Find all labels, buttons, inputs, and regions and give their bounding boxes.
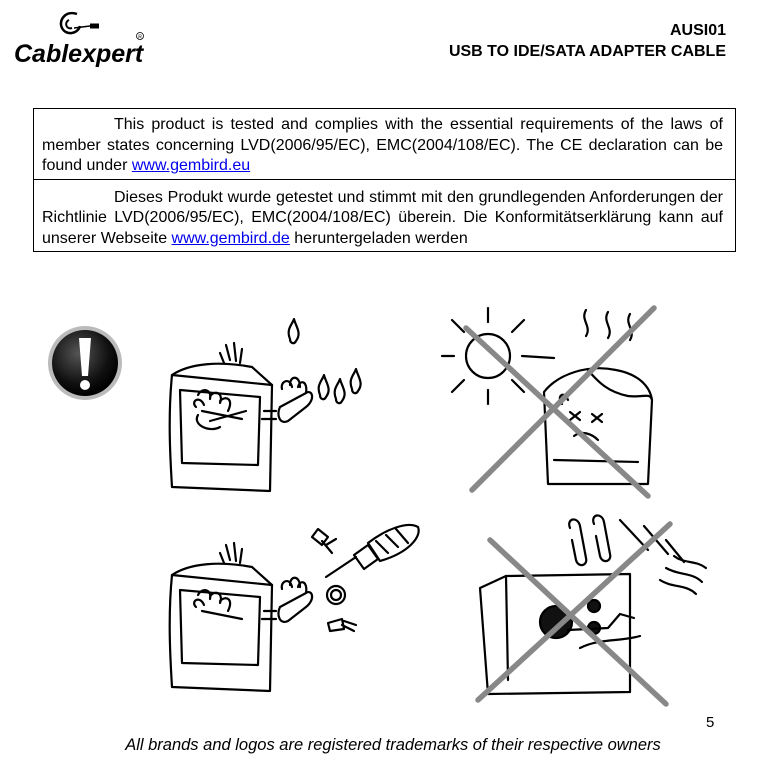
notice-english-text: This product is tested and complies with the essential requirements of the laws of member states concerning LVD(2006/95/EC), EMC(2004/108/EC). The CE declaration can be found under bbox=[42, 116, 723, 174]
model-number: AUSI01 bbox=[669, 22, 726, 39]
header-titles bbox=[449, 20, 726, 62]
svg-text:R: R bbox=[138, 34, 142, 41]
conformity-notice bbox=[33, 108, 736, 252]
product-title: USB TO IDE/SATA ADAPTER CABLE bbox=[448, 43, 726, 60]
notice-german bbox=[34, 179, 735, 252]
gembird-eu-link[interactable]: www.gembird.eu bbox=[131, 157, 251, 174]
notice-german-tail: heruntergeladen werden bbox=[289, 229, 468, 247]
screwdriver-hazard-illustration bbox=[150, 515, 430, 700]
exclamation-icon bbox=[46, 324, 124, 402]
crossed-out-objects-icon bbox=[470, 510, 710, 710]
notice-english bbox=[34, 109, 735, 179]
svg-text:Cablexpert: Cablexpert bbox=[14, 40, 144, 68]
page-number: 5 bbox=[706, 714, 715, 731]
crossed-out-heat-icon bbox=[438, 300, 670, 500]
cablexpert-logo bbox=[14, 6, 154, 68]
notice-german-text: Dieses Produkt wurde getestet und stimmt mit den grundlegenden Anforderungen der Richtlinie LVD(2006/95/EC), EMC(2004/108/EC) überein. Die Konformitätserklärung kann auf unserer Webseite bbox=[42, 188, 723, 247]
gembird-de-link[interactable]: www.gembird.de bbox=[171, 229, 290, 247]
trademark-footer: All brands and logos are registered trademarks of their respective owners bbox=[125, 736, 661, 754]
water-hazard-illustration bbox=[150, 315, 370, 495]
